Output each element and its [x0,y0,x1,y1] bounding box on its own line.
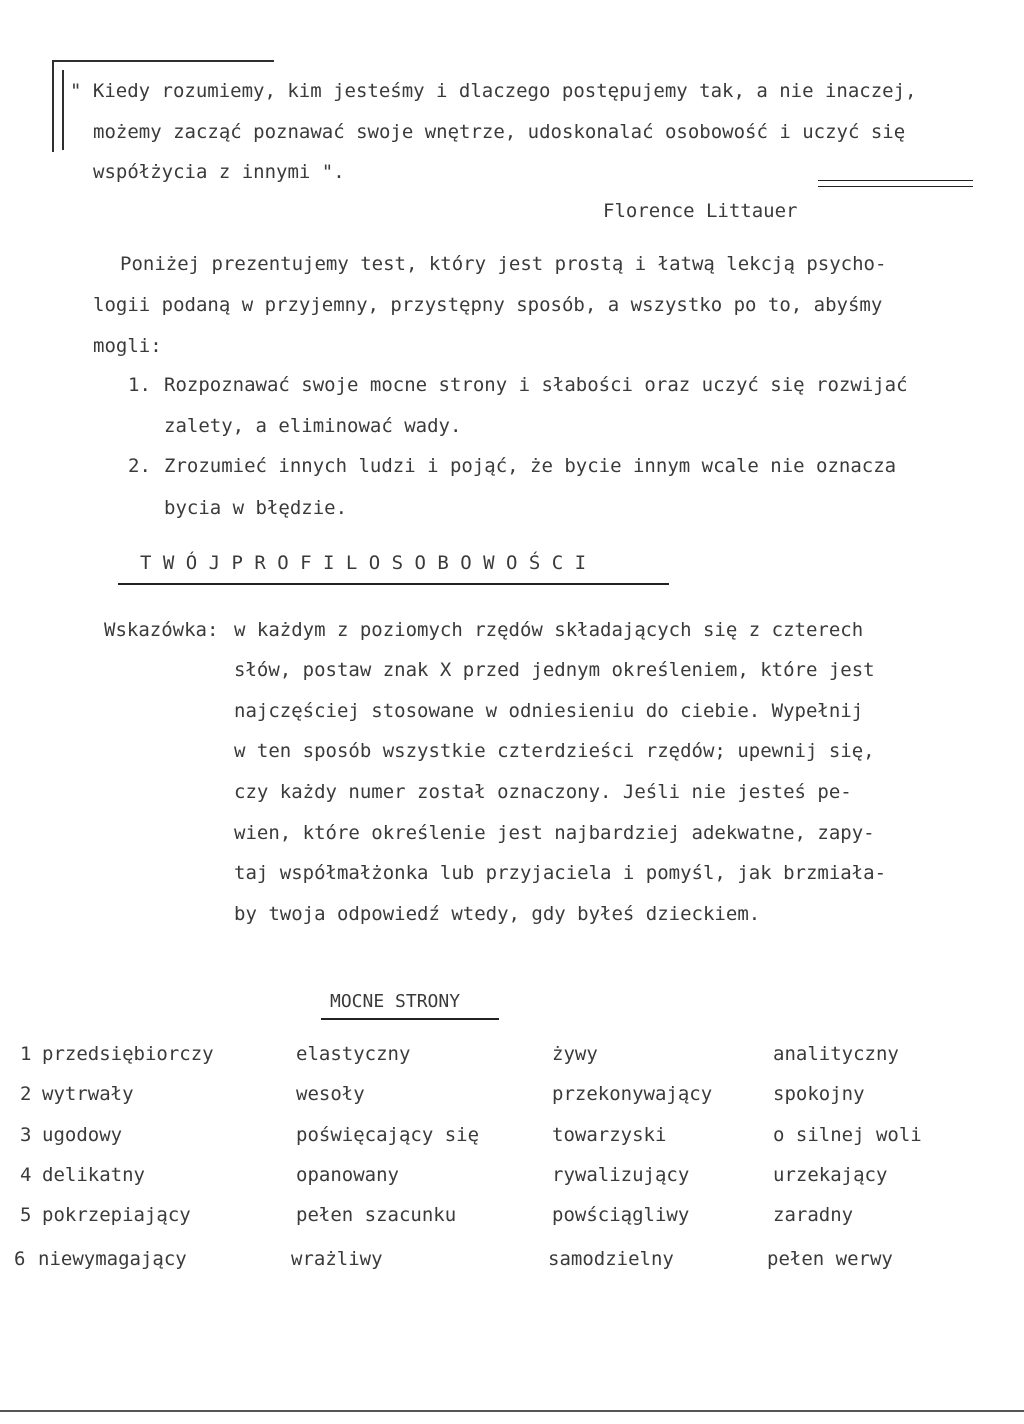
hint-label: Wskazówka: [104,619,219,641]
quote-line-1: " Kiedy rozumiemy, kim jesteśmy i dlaczego postępujemy tak, a nie inaczej, [70,80,917,102]
word-option: pełen werwy [767,1248,893,1270]
strengths-title: MOCNE STRONY [330,991,461,1012]
intro-line-1: Poniżej prezentujemy test, który jest prostą i łatwą lekcją psycho- [120,253,887,275]
word-option: poświęcający się [296,1124,480,1146]
intro-item-number: 2. [128,455,151,477]
row-number: 3 [20,1124,32,1146]
word-option: analityczny [773,1043,899,1065]
word-option: niewymagający [38,1248,187,1270]
intro-item-text: bycia w błędzie. [164,497,348,519]
word-option: powściągliwy [552,1204,690,1226]
row-number: 6 [14,1248,26,1270]
hint-line: wien, które określenie jest najbardziej adekwatne, zapy- [234,822,875,844]
row-number: 4 [20,1164,32,1186]
row-number: 5 [20,1204,32,1226]
word-option: wesoły [296,1083,365,1105]
intro-item-text: Zrozumieć innych ludzi i pojąć, że bycie innym wcale nie oznacza [164,455,897,477]
word-option: opanowany [296,1164,399,1186]
hint-line: taj współmałżonka lub przyjaciela i pomyśl, jak brzmiała- [234,862,887,884]
quote-rule-1 [818,180,973,181]
word-option: o silnej woli [773,1124,922,1146]
hint-line: w ten sposób wszystkie czterdzieści rzędów; upewnij się, [234,740,875,762]
word-option: elastyczny [296,1043,411,1065]
word-option: ugodowy [42,1124,123,1146]
word-option: towarzyski [552,1124,667,1146]
intro-line-3: mogli: [93,335,162,357]
intro-line-2: logii podaną w przyjemny, przystępny sposób, a wszystko po to, abyśmy [93,294,883,316]
hint-line: słów, postaw znak X przed jednym określeniem, które jest [234,659,875,681]
word-option: urzekający [773,1164,888,1186]
quote-rule-2 [818,186,973,187]
word-option: spokojny [773,1083,865,1105]
intro-item-text: zalety, a eliminować wady. [164,415,462,437]
row-number: 1 [20,1043,32,1065]
word-option: pełen szacunku [296,1204,457,1226]
word-option: rywalizujący [552,1164,690,1186]
word-option: samodzielny [548,1248,674,1270]
frame-left-line [52,60,54,152]
quote-line-2: możemy zacząć poznawać swoje wnętrze, udoskonalać osobowość i uczyć się [93,121,906,143]
word-option: zaradny [773,1204,854,1226]
quote-author: Florence Littauer [603,200,798,222]
row-number: 2 [20,1083,32,1105]
bottom-border-line [0,1410,1024,1412]
strengths-title-underline [321,1018,499,1020]
word-option: żywy [552,1043,598,1065]
quote-line-3: współżycia z innymi ". [93,161,345,183]
section-title: T W Ó J P R O F I L O S O B O W O Ś C I [140,552,587,574]
hint-line: by twoja odpowiedź wtedy, gdy byłeś dzieckiem. [234,903,761,925]
word-option: przekonywający [552,1083,713,1105]
word-option: przedsiębiorczy [42,1043,214,1065]
word-option: wytrwały [42,1083,134,1105]
hint-line: najczęściej stosowane w odniesieniu do ciebie. Wypełnij [234,700,864,722]
word-option: pokrzepiający [42,1204,191,1226]
word-option: wrażliwy [291,1248,383,1270]
section-title-underline [118,583,669,585]
hint-line: czy każdy numer został oznaczony. Jeśli nie jesteś pe- [234,781,852,803]
intro-item-text: Rozpoznawać swoje mocne strony i słabości oraz uczyć się rozwijać [164,374,908,396]
frame-left-line-inner [62,70,64,150]
frame-top-line [52,60,274,62]
intro-item-number: 1. [128,374,151,396]
hint-line: w każdym z poziomych rzędów składających się z czterech [234,619,864,641]
word-option: delikatny [42,1164,145,1186]
